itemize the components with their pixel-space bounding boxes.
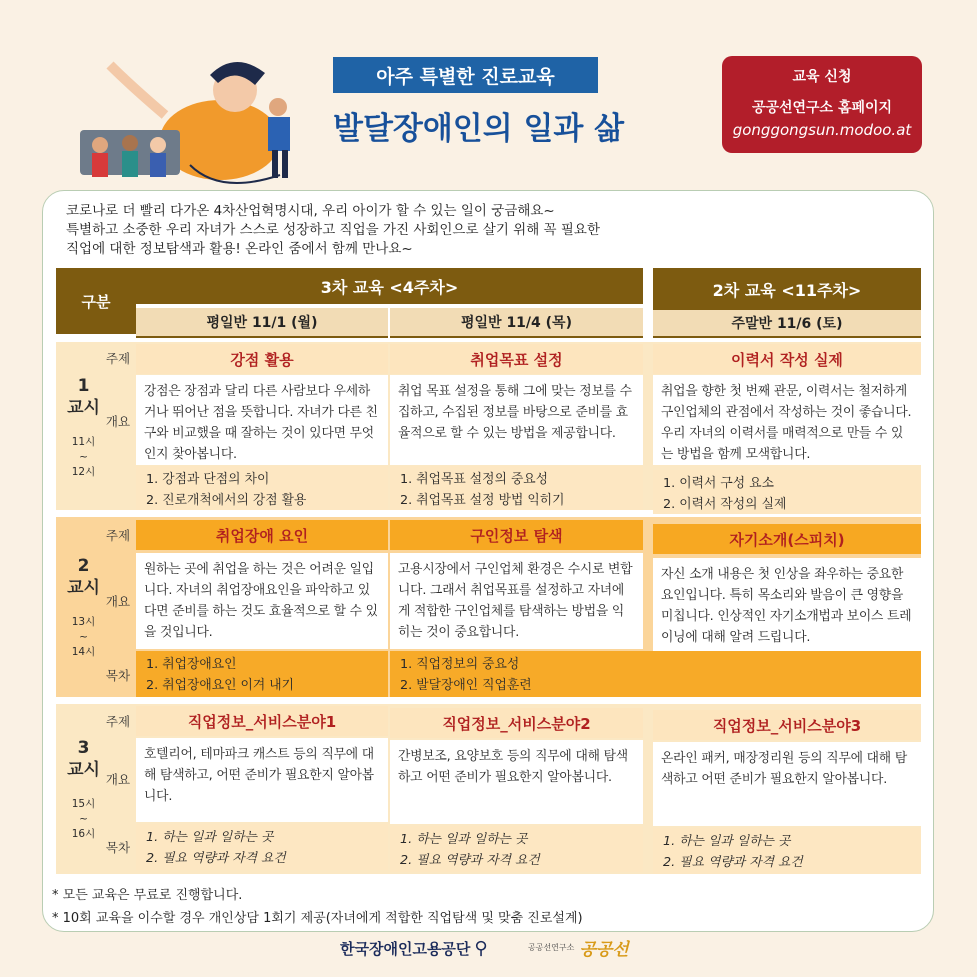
topic-cell: 강점 활용 bbox=[136, 344, 388, 374]
outline-item: 2. 진로개척에서의 강점 활용 bbox=[146, 493, 307, 508]
org-logo-kead bbox=[340, 935, 530, 961]
period-number: 1 bbox=[77, 376, 90, 396]
people-illustration bbox=[70, 45, 305, 195]
topic-cell: 자기소개(스피치) bbox=[653, 524, 921, 554]
desc-cell: 자신 소개 내용은 첫 인상을 좌우하는 중요한 요인입니다. 특히 목소리와 발음이 큰 영향을 미칩니다. 인상적인 자기소개법과 보이스 트레이닝에 대해 알려 드립니다. bbox=[653, 558, 921, 654]
row-label-topic: 주제 bbox=[105, 351, 131, 366]
period-time: ~ bbox=[79, 813, 88, 825]
period-time: 14시 bbox=[71, 646, 96, 658]
intro-line: 직업에 대한 정보탐색과 활용! 온라인 줌에서 함께 만나요~ bbox=[66, 241, 413, 257]
period-time: 13시 bbox=[71, 616, 96, 628]
outline-item: 1. 직업정보의 중요성 bbox=[400, 657, 520, 672]
desc-cell: 강점은 장점과 달리 다른 사람보다 우세하거나 뛰어난 점을 뜻합니다. 자녀가 다른 친구와 비교했을 때 잘하는 것이 있다면 무엇인지 찾아봅니다. bbox=[136, 375, 388, 465]
outline-item: 2. 필요 역량과 자격 요건 bbox=[146, 851, 286, 866]
outline-list bbox=[136, 466, 388, 510]
note: * 10회 교육을 이수할 경우 개인상담 1회기 제공(자녀에게 적합한 직업탐색 및 맞춤 진로설계) bbox=[52, 911, 583, 926]
session-header: 평일반 11/4 (목) bbox=[390, 308, 643, 338]
period-unit: 교시 bbox=[67, 760, 100, 780]
outline-item: 2. 발달장애인 직업훈련 bbox=[400, 678, 532, 693]
topic-cell: 이력서 작성 실제 bbox=[653, 344, 921, 374]
outline-list bbox=[390, 651, 921, 697]
outline-item: 2. 취업목표 설정 방법 익히기 bbox=[400, 493, 565, 508]
apply-info-box[interactable] bbox=[722, 56, 922, 153]
period-time: 16시 bbox=[71, 828, 96, 840]
outline-item: 1. 하는 일과 일하는 곳 bbox=[146, 830, 274, 845]
outline-item: 1. 취업장애요인 bbox=[146, 657, 237, 672]
topic-cell: 취업장애 요인 bbox=[136, 520, 388, 550]
outline-item: 2. 필요 역량과 자격 요건 bbox=[663, 855, 803, 870]
outline-list bbox=[390, 826, 643, 872]
intro-line: 특별하고 소중한 우리 자녀가 스스로 성장하고 직업을 가진 사회인으로 살기 위해 꼭 필요한 bbox=[66, 222, 601, 238]
kead-logo-icon: ⚲ bbox=[474, 937, 488, 959]
period-number: 2 bbox=[77, 556, 90, 576]
row-label-topic: 주제 bbox=[105, 714, 131, 729]
outline-list bbox=[653, 470, 921, 514]
outline-item: 1. 이력서 구성 요소 bbox=[663, 476, 774, 491]
desc-cell: 원하는 곳에 취업을 하는 것은 어려운 일입니다. 자녀의 취업장애요인을 파악하고 있다면 준비를 하는 것도 효율적으로 할 수 있을 것입니다. bbox=[136, 553, 388, 649]
period-time: ~ bbox=[79, 631, 88, 643]
period-unit: 교시 bbox=[67, 578, 100, 598]
header-group-2: 2차 교육 <11주차> bbox=[653, 268, 921, 310]
period-number: 3 bbox=[77, 738, 90, 758]
gonggongsun-logo: 공공선 bbox=[579, 939, 629, 960]
desc-cell: 간병보조, 요양보호 등의 직무에 대해 탐색하고 어떤 준비가 필요한지 알아봅니다. bbox=[390, 740, 643, 824]
org-logo-gonggongsun bbox=[528, 932, 648, 962]
period-time: 11시 bbox=[71, 436, 96, 448]
apply-url[interactable]: gonggongsun.modoo.at bbox=[732, 121, 912, 139]
outline-item: 1. 하는 일과 일하는 곳 bbox=[400, 832, 528, 847]
desc-cell: 취업 목표 설정을 통해 그에 맞는 정보를 수집하고, 수집된 정보를 바탕으로 준비를 효율적으로 할 수 있는 방법을 제공합니다. bbox=[390, 375, 643, 465]
period-unit: 교시 bbox=[67, 398, 100, 418]
period-time: ~ bbox=[79, 451, 88, 463]
outline-list bbox=[136, 824, 388, 870]
outline-item: 2. 취업장애요인 이겨 내기 bbox=[146, 678, 295, 693]
desc-cell: 취업을 향한 첫 번째 관문, 이력서는 철저하게 구인업체의 관점에서 작성하는 것이 좋습니다. 우리 자녀의 이력서를 매력적으로 만들 수 있는 방법을 함께 모색합니다. bbox=[653, 375, 921, 465]
outline-item: 1. 강점과 단점의 차이 bbox=[146, 472, 270, 487]
intro-text bbox=[66, 202, 896, 259]
outline-list bbox=[390, 466, 643, 510]
intro-line: 코로나로 더 빨리 다가온 4차산업혁명시대, 우리 아이가 할 수 있는 일이 궁금해요~ bbox=[66, 203, 555, 219]
topic-cell: 취업목표 설정 bbox=[390, 344, 643, 374]
row-label-desc: 개요 bbox=[105, 772, 131, 787]
row-label-desc: 개요 bbox=[105, 414, 131, 429]
session-header: 평일반 11/1 (월) bbox=[136, 308, 388, 338]
org-small-name: 공공선연구소 bbox=[528, 942, 575, 952]
row-label-list: 목차 bbox=[105, 840, 131, 855]
row-label-topic: 주제 bbox=[105, 528, 131, 543]
page-title: 발달장애인의 일과 삶 bbox=[333, 110, 625, 147]
outline-item: 2. 필요 역량과 자격 요건 bbox=[400, 853, 540, 868]
period-time: 15시 bbox=[71, 798, 96, 810]
note: * 모든 교육은 무료로 진행합니다. bbox=[52, 888, 243, 903]
org-name: 한국장애인고용공단 bbox=[340, 939, 471, 958]
outline-list bbox=[653, 828, 921, 874]
topic-cell: 직업정보_서비스분야2 bbox=[390, 708, 643, 738]
topic-cell: 직업정보_서비스분야3 bbox=[653, 710, 921, 740]
program-tag: 아주 특별한 진로교육 bbox=[333, 57, 598, 93]
apply-site: 공공선연구소 홈페이지 bbox=[751, 100, 893, 116]
outline-list bbox=[136, 651, 388, 697]
row-label-list: 목차 bbox=[105, 668, 131, 683]
row-label-desc: 개요 bbox=[105, 594, 131, 609]
period-time: 12시 bbox=[71, 466, 96, 478]
desc-cell: 고용시장에서 구인업체 환경은 수시로 변합니다. 그래서 취업목표를 설정하고 자녀에게 적합한 구인업체를 탐색하는 방법을 익히는 것이 중요합니다. bbox=[390, 553, 643, 649]
desc-cell: 온라인 패커, 매장정리원 등의 직무에 대해 탐색하고 어떤 준비가 필요한지 알아봅니다. bbox=[653, 742, 921, 826]
apply-label: 교육 신청 bbox=[792, 69, 852, 85]
topic-cell: 직업정보_서비스분야1 bbox=[136, 706, 388, 736]
session-header: 주말반 11/6 (토) bbox=[653, 310, 921, 338]
outline-item: 1. 취업목표 설정의 중요성 bbox=[400, 472, 549, 487]
header-group-3: 3차 교육 <4주차> bbox=[136, 268, 643, 304]
header-gubun: 구분 bbox=[56, 268, 136, 334]
desc-cell: 호텔리어, 테마파크 캐스트 등의 직무에 대해 탐색하고, 어떤 준비가 필요한지 알아봅니다. bbox=[136, 738, 388, 822]
outline-item: 1. 하는 일과 일하는 곳 bbox=[663, 834, 791, 849]
outline-item: 2. 이력서 작성의 실제 bbox=[663, 497, 787, 512]
topic-cell: 구인정보 탐색 bbox=[390, 520, 643, 550]
period-label bbox=[56, 737, 111, 842]
